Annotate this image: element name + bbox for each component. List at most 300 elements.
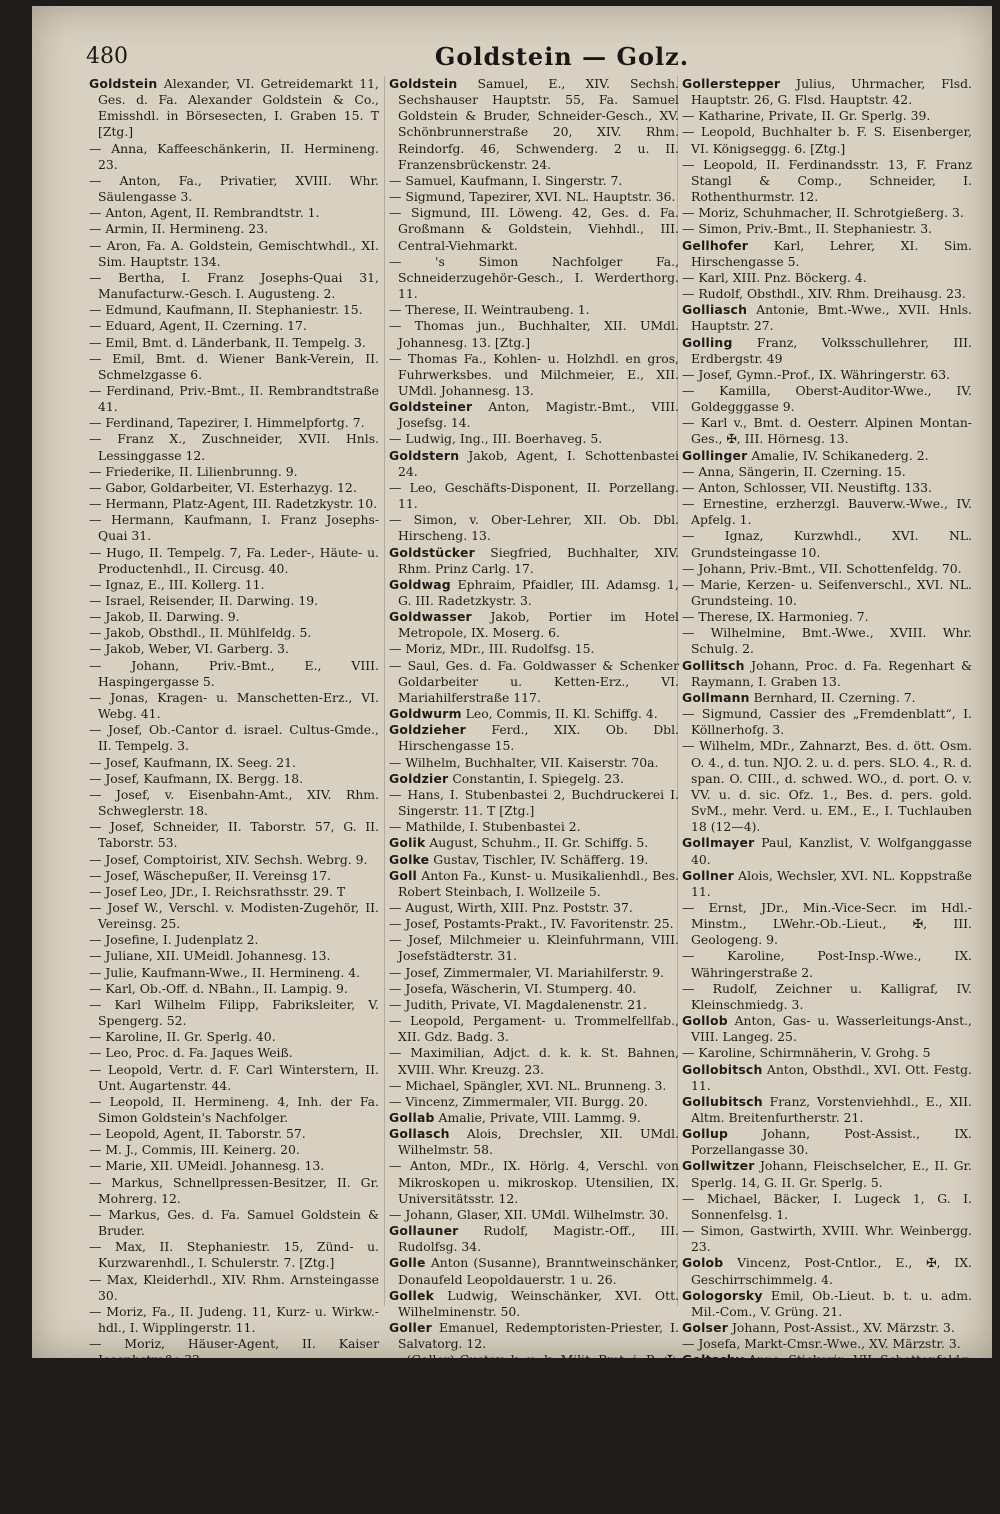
entry-text: Paul, Kanzlist, V. Wolfganggasse 40.	[691, 835, 972, 867]
entry-text: — Anton, MDr., IX. Hörlg. 4, Verschl. von Mikroskopen u. mikroskop. Utensilien, IX. Universitätsstr. 12.	[389, 1158, 679, 1206]
directory-entry	[89, 512, 379, 544]
surname-heading: Golz	[682, 1384, 713, 1400]
surname-heading: Golle	[389, 1255, 426, 1271]
directory-entry	[389, 302, 679, 318]
entry-text: — Leopold, II. Hermineng. 4, Inh. der Fa. Simon Goldstein's Nachfolger.	[89, 1093, 379, 1125]
directory-entry	[389, 173, 679, 189]
directory-entry	[682, 1045, 972, 1061]
entry-text: — Samuel, Kaufmann, I. Singerstr. 7.	[389, 172, 623, 188]
directory-entry	[89, 1336, 379, 1368]
directory-entry	[389, 965, 679, 981]
directory-entry	[389, 1110, 679, 1126]
entry-text: — Simon, v. Ober-Lehrer, XII. Ob. Dbl. Hirscheng. 13.	[389, 512, 679, 544]
directory-entry	[682, 1385, 972, 1417]
entry-text: Franz, Volksschullehrer, III. Erdbergstr. 49	[691, 334, 972, 366]
entry-text: — Ernestine, erzherzgl. Bauverw.-Wwe., IV. Apfelg. 1.	[682, 496, 972, 528]
surname-heading: Goldwag	[389, 576, 451, 592]
surname-heading: Golliasch	[682, 302, 748, 318]
entry-text: — Marie, Kerzen- u. Seifenverschl., XVI. NL. Grundsteing. 10.	[682, 576, 972, 608]
directory-entry	[682, 528, 972, 560]
directory-entry	[389, 399, 679, 431]
directory-entry	[682, 205, 972, 221]
entry-text: — Anna, Kaffeeschänkerin, II. Hermineng. 23.	[89, 140, 379, 172]
surname-heading: Gollob	[682, 1013, 728, 1029]
directory-entry	[89, 868, 379, 884]
directory-entry	[389, 254, 679, 302]
entry-text: — Friederike, II. Lilienbrunng. 9.	[89, 463, 298, 479]
entry-text: — Israel, Reisender, II. Darwing. 19.	[89, 593, 319, 608]
directory-entry	[89, 1142, 379, 1158]
directory-entry	[389, 1255, 679, 1287]
entry-text: — Leo, Proc. d. Fa. Jaques Weiß.	[89, 1045, 293, 1061]
surname-heading: Goldstein	[89, 76, 158, 91]
directory-entry	[389, 981, 679, 997]
entry-text: — Jakob, Obsthdl., II. Mühlfeldg. 5.	[89, 625, 312, 641]
entry-text: — Rosa, Goldarbeiterin, III. Beatrixg. 6, G. III. Beatrixg. 1.	[89, 1384, 379, 1416]
surname-heading: Gollasch	[389, 1126, 450, 1142]
directory-entry	[89, 1158, 379, 1174]
surname-heading: Gellhofer	[682, 237, 749, 253]
entry-text: — Sigmund, Cassier des „Fremdenblatt“, I. Köllnerhofg. 3.	[682, 706, 972, 738]
directory-entry	[89, 932, 379, 948]
entry-text: — Josef, Milchmeier u. Kleinfuhrmann, VIII. Josefstädterstr. 31.	[389, 932, 679, 964]
directory-entry	[89, 965, 379, 981]
entry-text: — Markus, Ges. d. Fa. Samuel Goldstein & Bruder.	[89, 1206, 379, 1239]
directory-entry	[682, 1126, 972, 1158]
directory-entry	[682, 625, 972, 657]
directory-entry	[389, 900, 679, 916]
entry-text: — Josef, Ob.-Cantor d. israel. Cultus-Gmde., II. Tempelg. 3.	[89, 722, 379, 754]
entry-text: — Wilhelm, MDr., Zahnarzt, Bes. d. ött. Osm. O. 4., d. tun. NJO. 2. u. d. pers. SLO. 4., R. d. span. O. CIII., d. schwed. WO., d. port. O. v. VV. u. d. sic. Ofz. 1., Bes. d. pers. gold. SvM., mehr. Verd. u. EM., E., I. Tuchlauben 18 (12—4).	[682, 738, 972, 835]
directory-entry	[682, 1288, 972, 1320]
entry-text: — Bertha, I. Franz Josephs-Quai 31, Manufacturw.-Gesch. I. Augusteng. 2.	[89, 269, 379, 302]
entry-text: — Armin, II. Hermineng. 23.	[89, 221, 269, 237]
directory-entry	[89, 1449, 379, 1481]
directory-entry	[89, 302, 379, 318]
directory-entry	[89, 1029, 379, 1045]
entry-text: — Josef, Comptoirist, XIV. Sechsh. Webrg. 9.	[89, 851, 368, 867]
entry-text: — Mathilde, I. Stubenbastei 2.	[389, 819, 581, 835]
directory-entry	[389, 189, 679, 205]
directory-entry	[89, 141, 379, 173]
directory-entry	[682, 1158, 972, 1190]
entry-text: — Josef, Schneider, II. Taborstr. 57, G. II. Taborstr. 53.	[89, 819, 379, 851]
directory-entry	[682, 302, 972, 334]
surname-heading: Goltschy	[682, 1352, 745, 1368]
surname-heading: Gollubitsch	[682, 1093, 763, 1109]
entry-text: — Josef, Gymn.-Prof., IX. Währingerstr. 63.	[682, 366, 951, 382]
entry-text: Ludwig, Weinschänker, XVI. Ott. Wilhelminenstr. 50.	[398, 1287, 679, 1319]
entry-text: — Johann, Priv.-Bmt., E., VIII. Haspingergasse 5.	[89, 657, 379, 689]
entry-text: — Rudolf, Schneider, XVII. Hnls. Dorotheergasse 29.	[89, 1449, 379, 1481]
directory-entry	[389, 1320, 679, 1352]
directory-entry	[682, 1013, 972, 1045]
surname-heading: Goldstücker	[389, 544, 475, 560]
entry-text: — Edmund, Kaufmann, II. Stephaniestr. 15.	[89, 302, 363, 318]
entry-text: — Karl, Ob.-Off. d. NBahn., II. Lampig. 9.	[89, 980, 348, 996]
column-3	[682, 76, 972, 1449]
surname-heading: Gollup	[682, 1126, 729, 1142]
directory-entry	[89, 884, 379, 900]
directory-entry	[682, 948, 972, 980]
directory-entry	[389, 76, 679, 173]
entry-text: — Ferdinand, Tapezirer, I. Himmelpfortg. 7.	[89, 415, 365, 431]
directory-entry	[389, 448, 679, 480]
entry-text: Samuel, E., XIV. Sechsh. Sechshauser Hauptstr. 55, Fa. Samuel Goldstein & Bruder, Schneider-Gesch., XV. Schönbrunnerstraße 20, XIV. Rhm. Reindorfg. 46, Schwenderg. 2 u. II. Franzensbrückenstr. 24.	[398, 76, 679, 172]
directory-entry	[682, 448, 972, 464]
directory-entry	[389, 1352, 679, 1384]
entry-text: Julius, Uhrmacher, Flsd. Hauptstr. 26, G. Flsd. Hauptstr. 42.	[691, 76, 972, 108]
entry-text: — Hermann, Kaufmann, I. Franz Josephs-Quai 31.	[89, 512, 379, 544]
entry-text: Vincenz, Post-Cntlor., E., ✠, IX. Geschirrschimmelg. 4.	[691, 1255, 972, 1287]
entry-text: — Aron, Fa. A. Goldstein, Gemischtwhdl., XI. Sim. Hauptstr. 134.	[89, 237, 379, 269]
directory-entry	[389, 480, 679, 512]
entry-text: — Josef, Kaufmann, IX. Seeg. 21.	[89, 754, 296, 770]
entry-text: — Leopold, Vertr. d. F. Carl Winterstern, II. Unt. Augartenstr. 44.	[89, 1061, 379, 1093]
directory-entry	[89, 1239, 379, 1271]
entry-text: — Josef, Zimmermaler, VI. Mariahilferstr. 9.	[389, 964, 665, 980]
entry-text: — Hans, I. Stubenbastei 2, Buchdruckerei I. Singerstr. 11. T [Ztg.]	[389, 786, 679, 819]
entry-text: Jakob, Agent, I. Schottenbastei 24.	[398, 447, 679, 479]
surname-heading: Gollwitzer	[682, 1158, 755, 1174]
directory-entry	[89, 318, 379, 334]
directory-entry	[682, 577, 972, 609]
directory-entry	[89, 755, 379, 771]
entry-text: — Anton, Agent, II. Rembrandtstr. 1.	[89, 205, 320, 221]
surname-heading: Gollinger	[682, 447, 748, 463]
directory-entry	[389, 658, 679, 706]
entry-text: — Karl, XIII. Pnz. Böckerg. 4.	[682, 269, 867, 285]
entry-text: — Josefine, I. Judenplatz 2.	[89, 932, 259, 948]
entry-text: — Julie, Kaufmann-Wwe., II. Hermineng. 4.	[89, 964, 361, 980]
directory-entry	[389, 787, 679, 819]
entry-text: — Moriz, Buchbinder, II. Castellezg. 15.	[89, 1368, 340, 1384]
surname-heading: Goldwasser	[389, 609, 472, 625]
entry-text: — Franz X., Zuschneider, XVII. Hnls. Lessinggasse 12.	[89, 431, 379, 463]
entry-text: — Josef, Schuhmacher, II. Prater Dammhaufen 54	[389, 1416, 679, 1449]
directory-entry	[389, 545, 679, 577]
directory-entry	[89, 1385, 379, 1417]
directory-entry	[389, 318, 679, 350]
directory-entry	[389, 1417, 679, 1449]
directory-entry	[682, 835, 972, 867]
directory-entry	[89, 76, 379, 141]
directory-entry	[89, 335, 379, 351]
entry-text: — Karoline, II. Gr. Sperlg. 40.	[89, 1029, 276, 1045]
surname-heading: Goldwurm	[389, 706, 462, 722]
directory-entry	[682, 124, 972, 156]
directory-entry	[89, 852, 379, 868]
directory-entry	[389, 852, 679, 868]
directory-entry	[389, 819, 679, 835]
directory-entry	[682, 157, 972, 205]
directory-entry	[89, 593, 379, 609]
surname-heading: Gologorsky	[682, 1287, 763, 1303]
directory-entry	[89, 238, 379, 270]
entry-text: — Ignaz, E., III. Kollerg. 11.	[89, 576, 265, 592]
entry-text: — Johann, Rchngs.-Assist. im Fin.-Minstm., III. Am Heumarkt 3.	[389, 1384, 679, 1416]
directory-entry	[389, 1385, 679, 1417]
directory-entry	[89, 1272, 379, 1304]
entry-text: — Leopold, Pergament- u. Trommelfellfab., XII. Gdz. Badg. 3.	[389, 1013, 679, 1045]
directory-entry	[389, 351, 679, 399]
entry-text: — Katharine, Private, II. Gr. Sperlg. 39.	[682, 108, 931, 124]
entry-text: — Eduard, Agent, II. Czerning. 17.	[89, 318, 307, 334]
directory-entry	[89, 1062, 379, 1094]
directory-entry	[389, 771, 679, 787]
directory-entry	[389, 205, 679, 253]
directory-entry	[682, 108, 972, 124]
directory-entry	[389, 868, 679, 900]
surname-heading: Gollab	[389, 1110, 435, 1125]
surname-heading: Goldstern	[389, 447, 460, 463]
directory-entry	[89, 221, 379, 237]
directory-entry	[682, 706, 972, 738]
entry-text: — Wilhelm, Buchhalter, VII. Kaiserstr. 70a.	[389, 754, 659, 770]
directory-entry	[682, 1062, 972, 1094]
entry-text: Ephraim, Pfaidler, III. Adamsg. 1, G. III. Radetzkystr. 3.	[398, 576, 679, 608]
entry-text: — Johann, Priv.-Bmt., VII. Schottenfeldg. 70.	[682, 560, 962, 576]
entry-text: Siegfried, Buchhalter, XIV. Rhm. Prinz Carlg. 17.	[398, 544, 679, 576]
directory-entry	[389, 1045, 679, 1077]
entry-text: — Maximilian, Adjct. d. k. k. St. Bahnen, XVIII. Whr. Kreuzg. 23.	[389, 1045, 679, 1077]
entry-text: — Leopold, Buchhalter b. F. S. Eisenberger, VI. Königseggg. 6. [Ztg.]	[682, 124, 972, 156]
directory-entry	[682, 270, 972, 286]
directory-entry	[682, 415, 972, 447]
entry-text: — Karl Wilhelm Filipp, Fabriksleiter, V. Spengerg. 52.	[89, 996, 379, 1029]
entry-text: Johann, Post-Assist., IX. Porzellangasse 30.	[691, 1126, 972, 1158]
directory-entry	[89, 1369, 379, 1385]
entry-text: — Leopold, Agent, II. Taborstr. 57.	[89, 1126, 306, 1142]
entry-text: — Emil, Bmt. d. Wiener Bank-Verein, II. Schmelzgasse 6.	[89, 350, 379, 382]
directory-entry	[89, 690, 379, 722]
directory-entry	[89, 545, 379, 577]
entry-text: — Judith, Private, VI. Magdalenenstr. 21.	[389, 996, 647, 1012]
directory-page	[32, 6, 992, 1513]
entry-text: Bernhard, II. Czerning. 7.	[749, 689, 916, 705]
surname-heading: Goll	[389, 867, 417, 883]
entry-text: Constantin, I. Spiegelg. 23.	[448, 770, 624, 786]
directory-entry	[389, 1078, 679, 1094]
directory-entry	[89, 997, 379, 1029]
directory-entry	[89, 205, 379, 221]
entry-text: Franz, Vorstenviehhdl., E., XII. Altm. Breitenfurtherstr. 21.	[691, 1093, 972, 1125]
entry-text: Johann, Fleischselcher, E., II. Gr. Sperlg. 14, G. II. Gr. Sperlg. 5.	[691, 1158, 972, 1190]
directory-entry	[89, 1094, 379, 1126]
entry-text: — Thomas jun., Buchhalter, XII. UMdl. Johannesg. 13. [Ztg.]	[389, 318, 679, 350]
directory-entry	[89, 1304, 379, 1336]
entry-text: — Gabor, Goldarbeiter, VI. Esterhazyg. 12.	[89, 479, 357, 495]
entry-text: — Jonas, Kragen- u. Manschetten-Erz., VI. Webg. 41.	[89, 689, 379, 722]
entry-text: — Rudolf, Geschäftsleiter, II. Ob. Donaustr. 105	[89, 1416, 379, 1449]
entry-text: Emil, Ob.-Lieut. b. t. u. adm. Mil.-Com., V. Grüng. 21.	[691, 1287, 972, 1319]
entry-text: Amalie, IV. Schikanederg. 2.	[747, 447, 929, 463]
directory-entry	[682, 76, 972, 108]
entry-text: Johann, Post-Assist., XV. Märzstr. 3.	[728, 1320, 955, 1336]
entry-text: — Rudolf, Obsthdl., XIV. Rhm. Dreihausg. 23.	[682, 286, 966, 302]
directory-entry	[682, 1223, 972, 1255]
directory-entry	[682, 868, 972, 900]
entry-text: — Moriz, Häuser-Agent, II. Kaiser Josephstraße 32.	[89, 1336, 379, 1368]
directory-entry	[389, 609, 679, 641]
entry-text: Alois, Drechsler, XII. UMdl. Wilhelmstr. 58.	[398, 1126, 679, 1158]
column-1	[89, 76, 379, 1481]
directory-entry	[682, 1255, 972, 1287]
entry-text: — Therese, II. Weintraubeng. 1.	[389, 302, 590, 318]
directory-entry	[682, 238, 972, 270]
directory-entry	[389, 1449, 679, 1465]
directory-entry	[89, 173, 379, 205]
entry-text: — Michael, Spängler, XVI. NL. Brunneng. 3.	[389, 1077, 667, 1093]
surname-heading: Gollek	[389, 1287, 435, 1303]
entry-text: — Josef W., Verschl. v. Modisten-Zugehör, II. Vereinsg. 25.	[89, 899, 379, 932]
entry-text: Anton, Gas- u. Wasserleitungs-Anst., VIII. Langeg. 25.	[691, 1013, 972, 1045]
surname-heading: Gollmann	[682, 689, 750, 705]
entry-text: — Sigmund, III. Löweng. 42, Ges. d. Fa. Großmann & Goldstein, Viehhdl., III. Central-Viehmarkt.	[389, 205, 679, 253]
entry-text: Anton Fa., Kunst- u. Musikalienhdl., Bes. Robert Steinbach, I. Wollzeile 5.	[398, 867, 679, 899]
directory-entry	[682, 738, 972, 835]
entry-text: — Josef, Kaufmann, IX. Bergg. 18.	[89, 770, 304, 786]
entry-text: Leo, Commis, II. Kl. Schiffg. 4.	[461, 706, 658, 722]
entry-text: — Josef Leo, JDr., I. Reichsrathsstr. 29. T	[89, 883, 346, 899]
surname-heading: Gollner	[682, 867, 734, 883]
directory-entry	[389, 916, 679, 932]
directory-entry	[389, 932, 679, 964]
directory-entry	[89, 948, 379, 964]
directory-entry	[682, 1094, 972, 1126]
directory-entry	[682, 367, 972, 383]
surname-heading: Goller	[389, 1320, 432, 1336]
directory-entry	[389, 1288, 679, 1320]
entry-text: Anton, Magistr.-Bmt., VIII. Josefsg. 14.	[398, 399, 679, 431]
directory-entry	[682, 464, 972, 480]
entry-text: — Markus, Schnellpressen-Besitzer, II. Gr. Mohrerg. 12.	[89, 1174, 379, 1206]
directory-entry	[389, 1094, 679, 1110]
directory-entry	[682, 221, 972, 237]
entry-text: — Juliane, XII. UMeidl. Johannesg. 13.	[89, 948, 331, 964]
entry-text: Emanuel, Redemptoristen-Priester, I. Salvatorg. 12.	[398, 1320, 679, 1352]
directory-entry	[89, 1045, 379, 1061]
directory-entry	[389, 641, 679, 657]
entry-text: — (Goller) Gustav, k. u. k. Milit.-Bmt. i. P., ✠, ✠, ✠, XVII. Drnb. Hauptstr. 79.	[389, 1352, 679, 1384]
directory-entry	[89, 496, 379, 512]
surname-heading: Goldsteiner	[389, 399, 473, 415]
entry-text: — Johann, Glaser, XII. UMdl. Wilhelmstr. 30.	[389, 1206, 669, 1222]
entry-text: — Max, II. Stephaniestr. 15, Zünd- u. Kurzwarenhdl., I. Schulerstr. 7. [Ztg.]	[89, 1239, 379, 1271]
entry-text: Jakob, Portier im Hotel Metropole, IX. Moserg. 6.	[398, 609, 679, 641]
entry-text: — Amalie, Eisenb.-Ob.-Insp.-Wwe., V. Wehrgasse 1.	[682, 1416, 972, 1449]
surname-heading: Golke	[389, 851, 430, 867]
entry-text: — Simon, Gastwirth, XVIII. Whr. Weinbergg. 23.	[682, 1223, 972, 1255]
directory-entry	[682, 1417, 972, 1449]
directory-entry	[89, 415, 379, 431]
directory-entry	[89, 351, 379, 383]
directory-entry	[389, 997, 679, 1013]
surname-heading: Gollmayer	[682, 835, 755, 851]
entry-text: — Thomas Fa., Kohlen- u. Holzhdl. en gros, Fuhrwerksbes. und Milchmeier, E., XII. UMdl. Johannesg. 13.	[389, 350, 679, 398]
surname-heading: Golob	[682, 1255, 724, 1271]
directory-entry	[389, 1498, 679, 1514]
directory-entry	[389, 577, 679, 609]
directory-entry	[89, 577, 379, 593]
surname-heading: Gollauner	[389, 1223, 459, 1239]
entry-text: Karl, Lehrer, XI. Sim. Hirschengasse 5.	[691, 237, 972, 269]
entry-text: — Rudolf, Zeichner u. Kalligraf, IV. Kleinschmiedg. 3.	[682, 980, 972, 1012]
directory-entry	[389, 1158, 679, 1206]
entry-text: Adolf, Kleiderhdl., XII. Gdz. Schönbrunner Hauptstr. 7 u. 22.	[398, 1465, 679, 1497]
entry-text: — Moriz, MDr., III. Rudolfsg. 15.	[389, 641, 595, 657]
entry-text: Johann, Proc. d. Fa. Regenhart & Raymann, I. Graben 13.	[691, 657, 972, 689]
entry-text: — Joachim, Weinagent, II. Stephaniestr. 3.	[389, 1497, 655, 1513]
entry-text: — M. J., Commis, III. Keinerg. 20.	[89, 1142, 300, 1158]
column-2	[389, 76, 679, 1513]
directory-entry	[89, 1417, 379, 1449]
surname-heading: Golling	[682, 334, 733, 350]
entry-text: — Simon, Priv.-Bmt., II. Stephaniestr. 3.	[682, 221, 933, 237]
surname-heading: Gollerstepper	[682, 76, 781, 91]
directory-entry	[389, 706, 679, 722]
directory-entry	[89, 787, 379, 819]
directory-entry	[89, 722, 379, 754]
directory-entry	[89, 658, 379, 690]
entry-text: — Hermann, Platz-Agent, III. Radetzkystr. 10.	[89, 496, 378, 512]
directory-entry	[389, 1223, 679, 1255]
surname-heading: Gollobitsch	[682, 1061, 763, 1077]
entry-text: — Karoline, Post-Insp.-Wwe., IX. Währingerstraße 2.	[682, 948, 972, 980]
directory-entry	[89, 609, 379, 625]
entry-text: Rudolf, Magistr.-Off., III. Rudolfsg. 34.	[398, 1223, 679, 1255]
entry-text: — Michael, Schneider, III. Am Heumarkt 3.	[389, 1449, 661, 1465]
directory-entry	[389, 1207, 679, 1223]
surname-heading: Golser	[682, 1320, 729, 1336]
directory-entry	[389, 755, 679, 771]
directory-entry	[682, 286, 972, 302]
entry-text: Ferd., XIX. Ob. Dbl. Hirschengasse 15.	[398, 722, 679, 754]
directory-entry	[89, 464, 379, 480]
directory-entry	[682, 900, 972, 948]
entry-text: — Ernst, JDr., Min.-Vice-Secr. im Hdl.-Minstm., LWehr.-Ob.-Lieut., ✠, III. Geologeng. 9.	[682, 899, 972, 948]
entry-text: — Josef, Postamts-Prakt., IV. Favoritenstr. 25.	[389, 916, 674, 932]
entry-text: — Emil, Bmt. d. Länderbank, II. Tempelg. 3.	[89, 334, 366, 350]
entry-text: — Josefa, Markt-Cmsr.-Wwe., XV. Märzstr. 3.	[682, 1336, 961, 1352]
directory-entry	[89, 981, 379, 997]
entry-text: — Michael, Bäcker, I. Lugeck 1, G. I. Sonnenfelsg. 1.	[682, 1190, 972, 1222]
directory-entry	[389, 1465, 679, 1497]
entry-text: Anton (Susanne), Branntweinschänker, Donaufeld Leopoldauerstr. 1 u. 26.	[398, 1255, 679, 1287]
directory-entry	[89, 900, 379, 932]
column-rule	[384, 76, 385, 1306]
directory-entry	[682, 561, 972, 577]
entry-text: — Ludwig, Ing., III. Boerhaveg. 5.	[389, 431, 603, 447]
directory-entry	[389, 722, 679, 754]
directory-entry	[89, 1175, 379, 1207]
directory-entry	[389, 1126, 679, 1158]
directory-entry	[682, 480, 972, 496]
entry-text: — Moriz, Fa., II. Judeng. 11, Kurz- u. Wirkw.-hdl., I. Wipplingerstr. 11.	[89, 1303, 379, 1336]
directory-entry	[89, 641, 379, 657]
directory-entry	[682, 335, 972, 367]
directory-entry	[389, 512, 679, 544]
surname-heading: Golik	[389, 835, 426, 851]
directory-entry	[682, 1352, 972, 1384]
entry-text: Amalie, Private, VIII. Lammg. 9.	[434, 1110, 641, 1125]
entry-text: — Karl v., Bmt. d. Oesterr. Alpinen Montan-Ges., ✠, III. Hörnesg. 13.	[682, 415, 972, 447]
directory-entry	[89, 431, 379, 463]
entry-text: — Anton, Schlosser, VII. Neustiftg. 133.	[682, 479, 932, 495]
entry-text: — Ferdinand, Priv.-Bmt., II. Rembrandtstraße 41.	[89, 382, 379, 415]
entry-text: — Hugo, II. Tempelg. 7, Fa. Leder-, Häute- u. Productenhdl., II. Circusg. 40.	[89, 544, 379, 576]
entry-text: Anna, Stickerin, VII. Schottenfeldg. 17.	[691, 1352, 972, 1384]
